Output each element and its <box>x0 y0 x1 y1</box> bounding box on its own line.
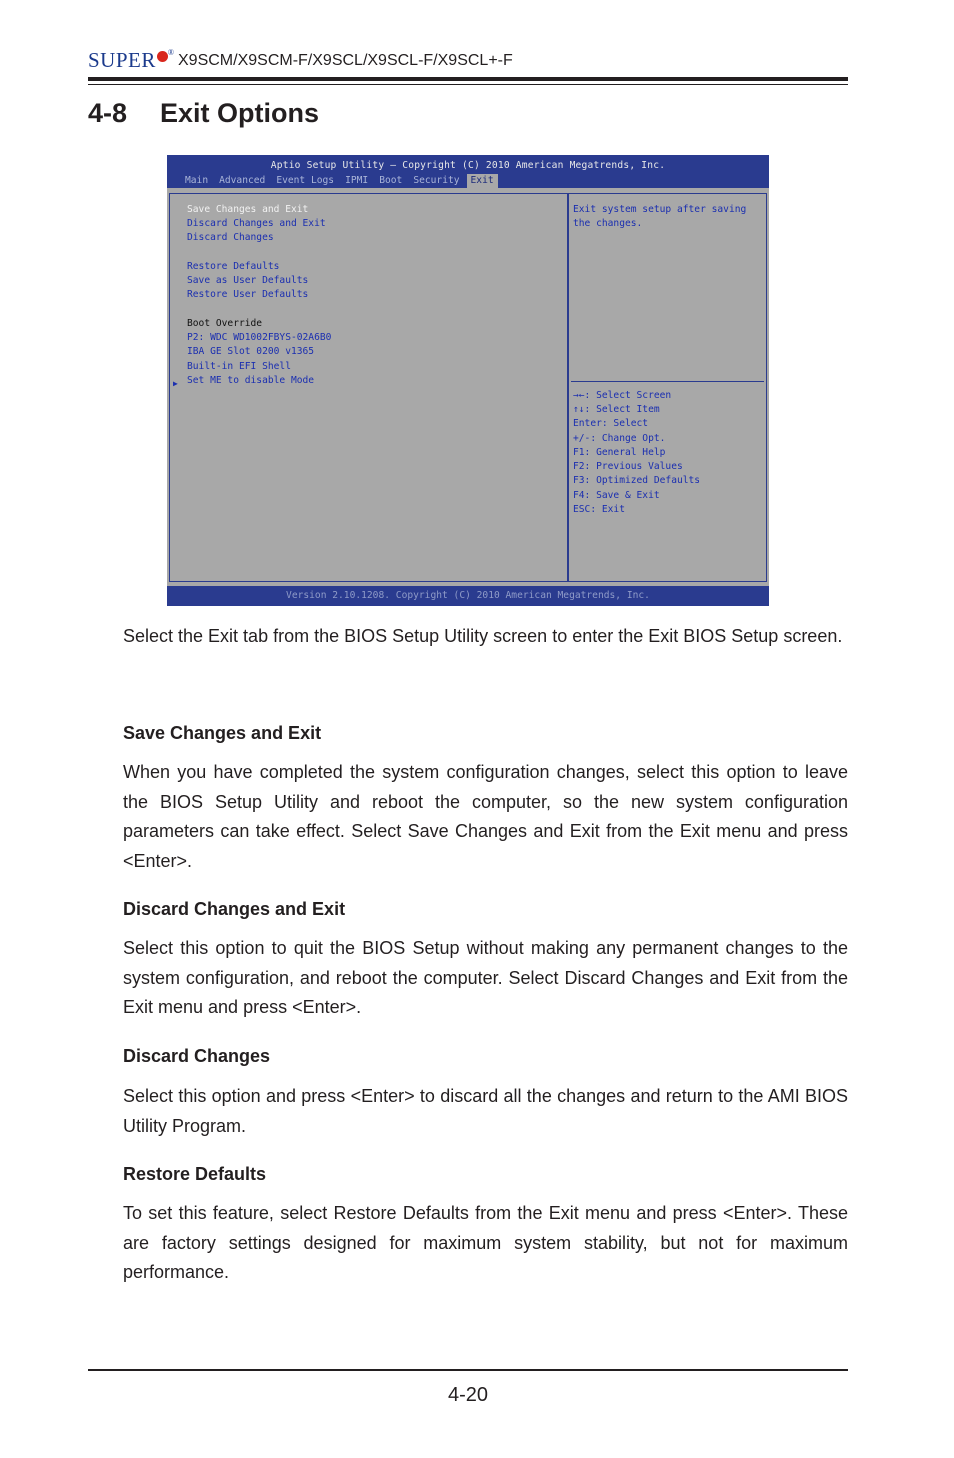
menu-item-set-me-disable[interactable]: Set ME to disable Mode <box>187 375 315 386</box>
paragraph-discard-changes: Select this option and press <Enter> to discard all the changes and return to the AMI BIOS Utility Program. <box>123 1086 848 1136</box>
bios-screen <box>167 155 769 606</box>
registered-mark-icon: ® <box>167 48 175 57</box>
menu-item-save-as-user-defaults[interactable]: Save as User Defaults <box>187 275 309 286</box>
menu-item-boot-iba[interactable]: IBA GE Slot 0200 v1365 <box>187 346 315 357</box>
submenu-arrow-icon: ▶ <box>173 379 178 388</box>
menu-item-discard-changes[interactable]: Discard Changes <box>187 232 274 243</box>
supermicro-logo: SUPER ® <box>88 48 175 72</box>
tab-ipmi[interactable]: IPMI <box>345 175 369 186</box>
header-rule <box>88 77 848 81</box>
paragraph-discard-changes-and-exit: Select this option to quit the BIOS Setup without making any permanent changes to the system configuration, and reboot the computer. Select Discard Changes and Exit from the Exit menu and press <Enter>. <box>123 938 848 1017</box>
key-hint: F2: Previous Values <box>573 461 683 472</box>
logo-dot-icon <box>157 51 168 62</box>
tab-security[interactable]: Security <box>413 175 460 186</box>
intro-paragraph: Select the Exit tab from the BIOS Setup Utility screen to enter the Exit BIOS Setup screen. <box>123 626 843 646</box>
key-hint: →←: Select Screen <box>573 390 672 401</box>
key-hint: F3: Optimized Defaults <box>573 475 701 486</box>
section-number: 4-8 <box>88 98 128 128</box>
key-hint: +/-: Change Opt. <box>573 433 666 444</box>
tab-main[interactable]: Main <box>185 175 209 186</box>
paragraph-restore-defaults: To set this feature, select Restore Defaults from the Exit menu and press <Enter>. These are factory settings designed for maximum system stability, but not for maximum performance. <box>123 1203 848 1282</box>
section-title <box>88 98 319 129</box>
page-number: 4-20 <box>447 1384 489 1406</box>
tab-boot[interactable]: Boot <box>379 175 403 186</box>
menu-item-restore-defaults[interactable]: Restore Defaults <box>187 261 280 272</box>
section-name: Exit Options <box>160 98 320 128</box>
help-divider <box>571 381 764 382</box>
footer-rule <box>88 1369 848 1371</box>
bios-title-bar <box>167 155 769 188</box>
menu-item-restore-user-defaults[interactable]: Restore User Defaults <box>187 289 309 300</box>
menu-item-save-changes-and-exit[interactable]: Save Changes and Exit <box>187 204 309 215</box>
bios-status-bar <box>167 586 769 606</box>
model-name: X9SCM/X9SCM-F/X9SCL/X9SCL-F/X9SCL+-F <box>178 52 513 69</box>
heading-save-changes-and-exit: Save Changes and Exit <box>123 723 322 743</box>
paragraph-save-changes-and-exit: When you have completed the system configuration changes, select this option to leave the BIOS Setup Utility and reboot the computer, so the new system configuration parameters can take effect. Select Save Changes and Exit from the Exit menu and press <Enter>. <box>123 762 848 871</box>
header-rule-thin <box>88 84 848 85</box>
tab-event-logs[interactable]: Event Logs <box>276 175 335 186</box>
help-text-line: Exit system setup after saving <box>573 204 747 215</box>
key-hint: F4: Save & Exit <box>573 490 660 501</box>
key-hint: ↑↓: Select Item <box>573 404 660 415</box>
bios-title: Aptio Setup Utility – Copyright (C) 2010 American Megatrends, Inc. <box>270 160 666 171</box>
menu-item-discard-changes-and-exit[interactable]: Discard Changes and Exit <box>187 218 326 229</box>
bios-help-pane <box>568 193 767 582</box>
key-hint: Enter: Select <box>573 418 649 429</box>
heading-restore-defaults: Restore Defaults <box>123 1164 267 1184</box>
heading-discard-changes-and-exit: Discard Changes and Exit <box>123 899 346 919</box>
bios-menu-pane <box>169 193 568 582</box>
heading-discard-changes: Discard Changes <box>123 1046 271 1066</box>
tab-exit[interactable]: Exit <box>467 174 498 188</box>
menu-item-boot-efi-shell[interactable]: Built-in EFI Shell <box>187 361 291 372</box>
tab-advanced[interactable]: Advanced <box>219 175 266 186</box>
boot-override-label: Boot Override <box>187 318 263 329</box>
key-hint: ESC: Exit <box>573 504 625 515</box>
bios-tabs <box>185 174 509 188</box>
bios-version: Version 2.10.1208. Copyright (C) 2010 American Megatrends, Inc. <box>286 590 650 601</box>
help-text-line: the changes. <box>573 218 643 229</box>
menu-item-boot-p2[interactable]: P2: WDC WD1002FBYS-02A6B0 <box>187 332 332 343</box>
key-hint: F1: General Help <box>573 447 666 458</box>
